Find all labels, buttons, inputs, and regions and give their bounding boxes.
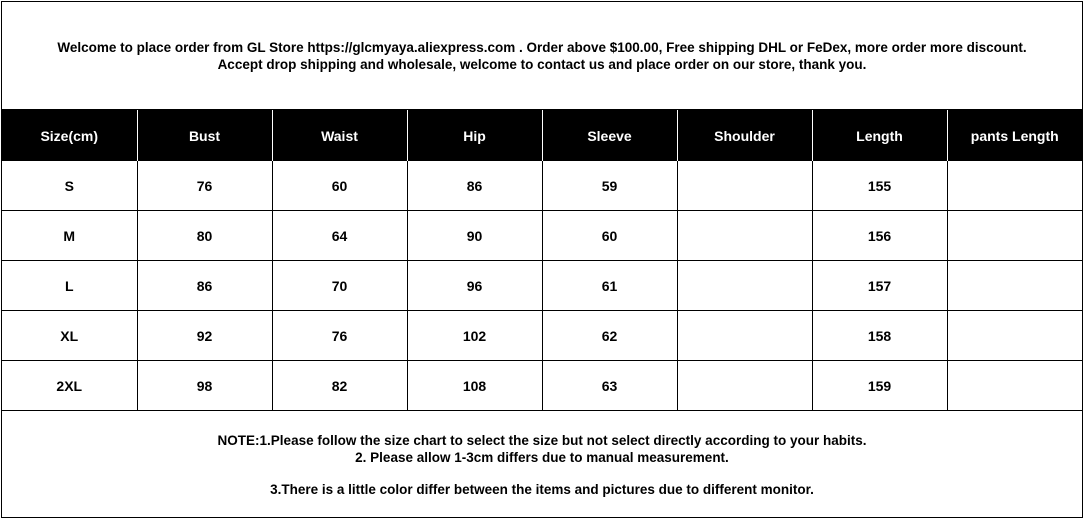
table-cell: 108	[407, 361, 542, 411]
table-cell: 90	[407, 211, 542, 261]
table-cell: 156	[812, 211, 947, 261]
table-cell	[677, 161, 812, 211]
col-header-bust: Bust	[137, 110, 272, 161]
table-cell: XL	[2, 311, 137, 361]
table-cell: 157	[812, 261, 947, 311]
table-cell	[677, 211, 812, 261]
table-cell: 158	[812, 311, 947, 361]
note-line-3: 3.There is a little color differ between the items and pictures due to different monitor.	[270, 482, 814, 497]
table-row	[2, 161, 1082, 211]
size-chart-frame	[1, 1, 1083, 518]
col-header-hip: Hip	[407, 110, 542, 161]
table-cell: 60	[272, 161, 407, 211]
table-cell	[947, 311, 1082, 361]
table-cell: L	[2, 261, 137, 311]
table-cell	[947, 261, 1082, 311]
table-cell: 92	[137, 311, 272, 361]
col-header-pants-length: pants Length	[947, 110, 1082, 161]
col-header-shoulder: Shoulder	[677, 110, 812, 161]
table-cell: 70	[272, 261, 407, 311]
table-cell: 76	[272, 311, 407, 361]
table-cell: 96	[407, 261, 542, 311]
measurement-notes	[2, 410, 1082, 517]
table-cell	[677, 361, 812, 411]
table-cell: 63	[542, 361, 677, 411]
size-table	[2, 110, 1082, 411]
table-row	[2, 261, 1082, 311]
table-cell: M	[2, 211, 137, 261]
table-cell	[677, 261, 812, 311]
table-cell: 59	[542, 161, 677, 211]
table-cell: 98	[137, 361, 272, 411]
table-row	[2, 311, 1082, 361]
table-cell: 2XL	[2, 361, 137, 411]
table-cell	[947, 211, 1082, 261]
note-line-1: NOTE:1.Please follow the size chart to select the size but not select directly according to your habits.	[217, 433, 867, 448]
table-header-row	[2, 110, 1082, 161]
store-welcome-note	[2, 2, 1082, 110]
table-cell: S	[2, 161, 137, 211]
table-cell: 80	[137, 211, 272, 261]
table-cell	[947, 161, 1082, 211]
table-cell: 86	[137, 261, 272, 311]
welcome-line-2: Accept drop shipping and wholesale, welcome to contact us and place order on our store, thank you.	[217, 56, 867, 72]
table-cell: 62	[542, 311, 677, 361]
col-header-waist: Waist	[272, 110, 407, 161]
table-cell	[947, 361, 1082, 411]
table-cell: 64	[272, 211, 407, 261]
table-cell	[677, 311, 812, 361]
table-cell: 159	[812, 361, 947, 411]
table-cell: 61	[542, 261, 677, 311]
col-header-length: Length	[812, 110, 947, 161]
note-line-2: 2. Please allow 1-3cm differs due to manual measurement.	[355, 450, 729, 465]
col-header-size: Size(cm)	[2, 110, 137, 161]
table-row	[2, 361, 1082, 411]
table-cell: 60	[542, 211, 677, 261]
table-cell: 86	[407, 161, 542, 211]
col-header-sleeve: Sleeve	[542, 110, 677, 161]
table-cell: 102	[407, 311, 542, 361]
table-cell: 155	[812, 161, 947, 211]
table-cell: 76	[137, 161, 272, 211]
table-row	[2, 211, 1082, 261]
welcome-line-1: Welcome to place order from GL Store https://glcmyaya.aliexpress.com . Order above $100.00, Free shipping DHL or FeDex, more order more discount.	[57, 39, 1027, 55]
table-cell: 82	[272, 361, 407, 411]
